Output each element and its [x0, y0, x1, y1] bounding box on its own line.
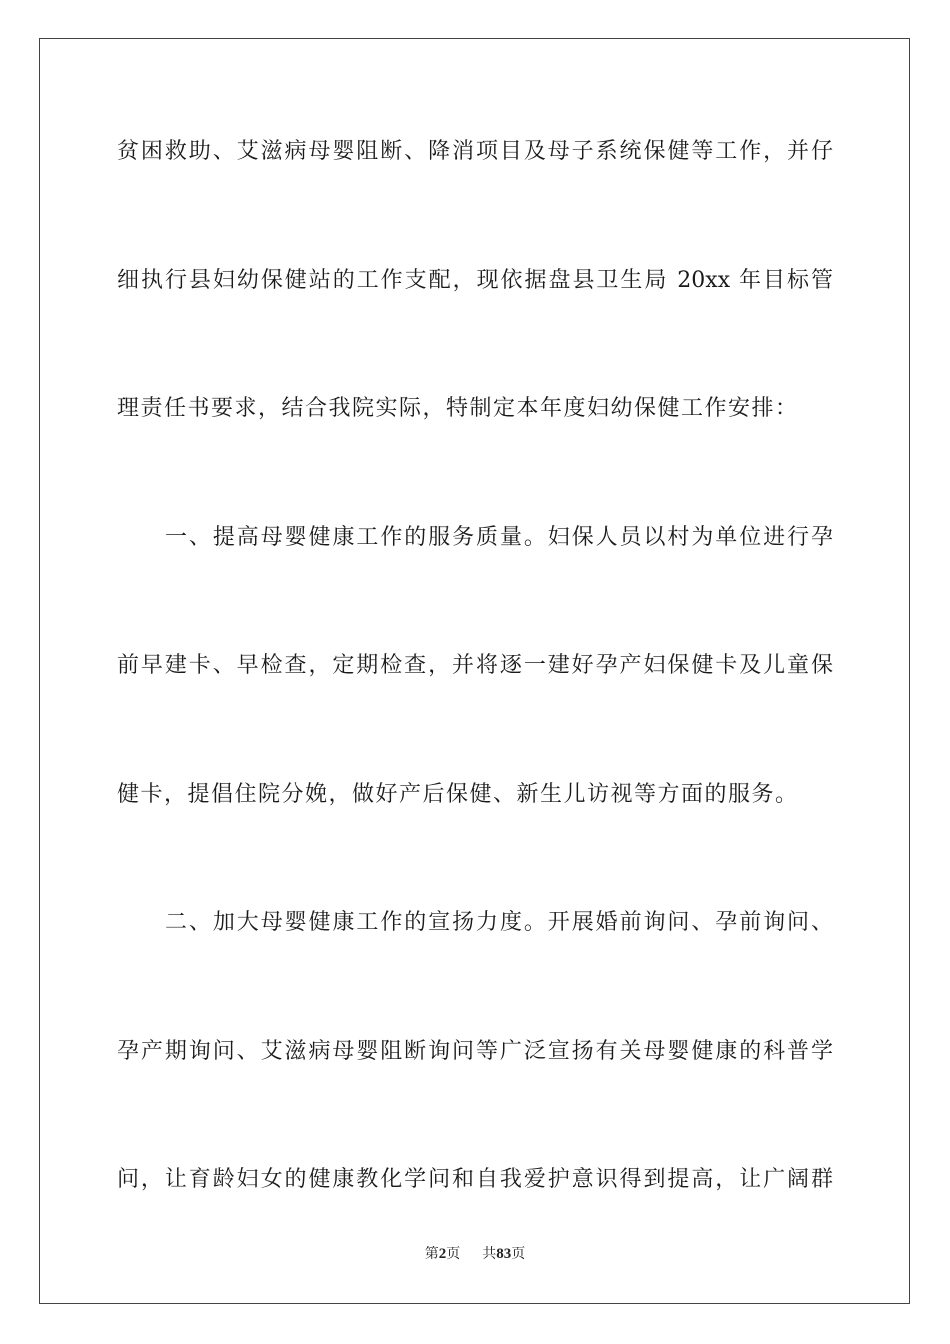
text-line-6: 健卡，提倡住院分娩，做好产后保健、新生儿访视等方面的服务。 — [117, 781, 799, 807]
page-suffix: 页 — [446, 1246, 461, 1262]
page-prefix: 第 — [424, 1246, 439, 1262]
document-body — [117, 118, 833, 1275]
total-suffix: 页 — [511, 1246, 526, 1262]
text-line-1: 贫困救助、艾滋病母婴阻断、降消项目及母子系统保健等工作，并仔 — [117, 139, 833, 164]
total-pages: 83 — [496, 1246, 512, 1262]
page-label — [425, 1246, 461, 1262]
page-footer — [0, 1244, 950, 1264]
text-line-5: 前早建卡、早检查，定期检查，并将逐一建好孕产妇保健卡及儿童保 — [117, 653, 833, 678]
text-line-8: 孕产期询问、艾滋病母婴阻断询问等广泛宣扬有关母婴健康的科普学 — [117, 1038, 833, 1064]
total-prefix: 共 — [482, 1246, 497, 1262]
page-number: 2 — [438, 1246, 447, 1262]
text-line-9: 问，让育龄妇女的健康教化学问和自我爱护意识得到提高，让广阔群 — [117, 1167, 833, 1192]
text-line-4: 一、提高母婴健康工作的服务质量。妇保人员以村为单位进行孕 — [165, 524, 833, 550]
text-line-3: 理责任书要求，结合我院实际，特制定本年度妇幼保健工作安排： — [117, 396, 799, 421]
text-line-7: 二、加大母婴健康工作的宣扬力度。开展婚前询问、孕前询问、 — [165, 910, 833, 935]
total-pages-label — [482, 1246, 525, 1262]
text-line-2: 细执行县妇幼保健站的工作支配，现依据盘县卫生局 20xx 年目标管 — [117, 267, 833, 293]
